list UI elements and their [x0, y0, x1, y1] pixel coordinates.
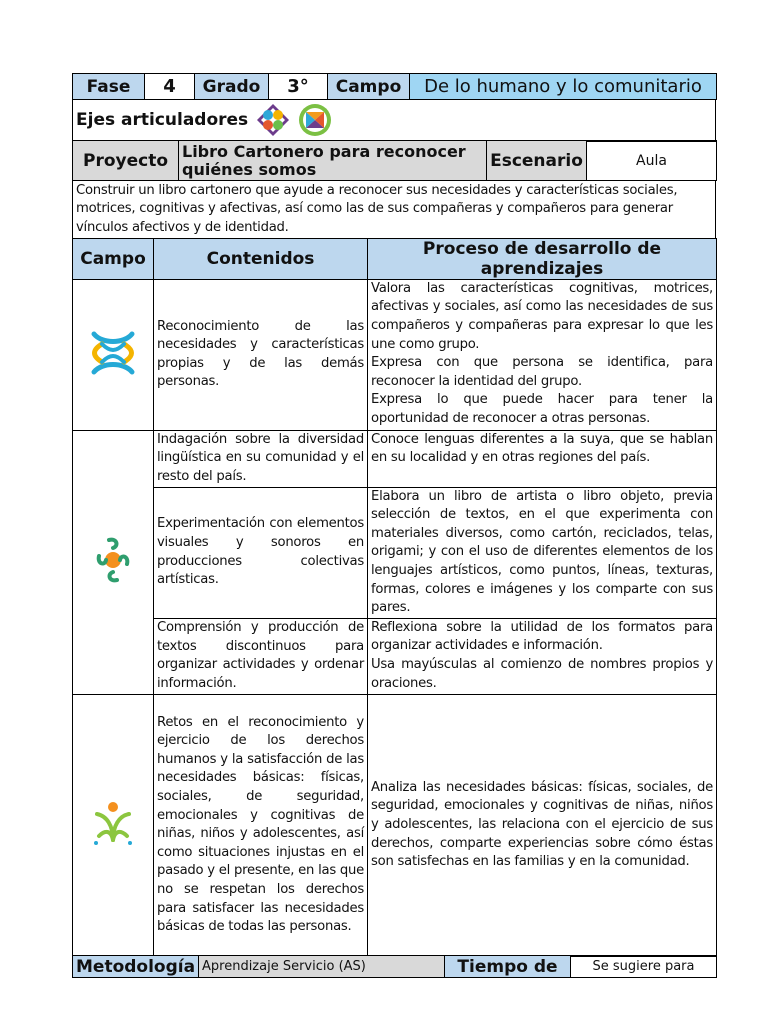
campo-cell-3	[73, 694, 154, 956]
metodologia-label: Metodología	[73, 956, 199, 978]
contenido-2b: Experimentación con elementos visuales y sonoros en producciones colectivas artísticas.	[154, 487, 368, 618]
contenido-1: Reconocimiento de las necesidades y características propias y de las demás personas.	[154, 279, 368, 430]
col-contenidos: Contenidos	[154, 238, 368, 279]
objetivo-text: Construir un libro cartonero que ayude a reconocer sus necesidades y características sociales, motrices, cognitivas y afectivas, así como las de sus compañeras y compañeros para generar vínculos afectivos y de identidad.	[73, 180, 716, 239]
col-campo: Campo	[73, 238, 154, 279]
footer-table	[72, 955, 717, 978]
proceso-3: Analiza las necesidades básicas: físicas, sociales, de seguridad, emocionales y cognitivas de niñas, niños y adolescentes, las relaciona con el ejercicio de sus derechos, comparte experiencias sobre cómo éstas son satisfechas en las familias y en la comunidad.	[368, 694, 717, 956]
contenido-3: Retos en el reconocimiento y ejercicio de los derechos humanos y la satisfacción de las necesidades básicas: físicas, sociales, de seguridad, emocionales y cognitivas de niñas, niños y adolescentes, así como situaciones injustas en el pasado y el presente, en las que no se respetan los derechos para satisfacer las necesidades básicas de todas las personas.	[154, 694, 368, 956]
escenario-label: Escenario	[487, 141, 587, 181]
campo-cell-1	[73, 279, 154, 430]
main-table	[72, 238, 717, 957]
ejes-row	[73, 99, 716, 141]
fase-label: Fase	[73, 74, 145, 100]
campo-label: Campo	[328, 74, 410, 100]
tiempo-label: Tiempo de	[445, 956, 571, 978]
campo-cell-2	[73, 430, 154, 694]
contenido-2c: Comprensión y producción de textos discontinuos para organizar actividades y ordenar información.	[154, 618, 368, 694]
ejes-table	[72, 99, 716, 142]
grado-label: Grado	[195, 74, 269, 100]
proyecto-label: Proyecto	[73, 141, 179, 181]
proyecto-value: Libro Cartonero para reconocer quiénes somos	[179, 141, 487, 181]
grado-value: 3°	[269, 74, 328, 100]
campo-value: De lo humano y lo comunitario	[410, 74, 717, 100]
contenido-2a: Indagación sobre la diversidad lingüística en su comunidad y el resto del país.	[154, 430, 368, 487]
tiempo-value: Se sugiere para	[571, 956, 717, 978]
fase-value: 4	[145, 74, 195, 100]
proceso-1: Valora las características cognitivas, motrices, afectivas y sociales, así como las necesidades de sus compañeros y compañeras para expresar lo que les une como grupo. Expresa con que persona se identifica, para reconocer la identidad del grupo. Expresa lo que puede hacer para tener la oportunidad de reconocer a otras personas.	[368, 279, 717, 430]
col-proceso: Proceso de desarrollo de aprendizajes	[368, 238, 717, 279]
interculturalidad-icon	[256, 103, 290, 137]
proceso-2b: Elabora un libro de artista o libro objeto, previa selección de textos, en el que experimenta con materiales diversos, como cartón, reciclados, telas, origami; y con el uso de diferentes elementos de los lenguajes artísticos, como puntos, líneas, texturas, formas, colores e imágenes y los comparte con sus pares.	[368, 487, 717, 618]
objetivo-table	[72, 180, 716, 240]
igualdad-genero-icon	[298, 103, 332, 137]
proceso-2a: Conoce lenguas diferentes a la suya, que se hablan en su localidad y en otras regiones del país.	[368, 430, 717, 487]
escenario-value: Aula	[587, 141, 717, 181]
metodologia-value: Aprendizaje Servicio (AS)	[199, 956, 445, 978]
de-lo-humano-icon	[88, 330, 138, 376]
proyecto-table	[72, 140, 717, 181]
planning-sheet	[72, 73, 716, 978]
etica-naturaleza-icon	[93, 800, 133, 846]
proceso-2c: Reflexiona sobre la utilidad de los formatos para organizar actividades e información. Usa mayúsculas al comienzo de nombres propios y oraciones.	[368, 618, 717, 694]
lenguajes-icon	[95, 536, 131, 584]
ejes-label: Ejes articuladores	[76, 110, 249, 130]
header-table	[72, 73, 717, 100]
